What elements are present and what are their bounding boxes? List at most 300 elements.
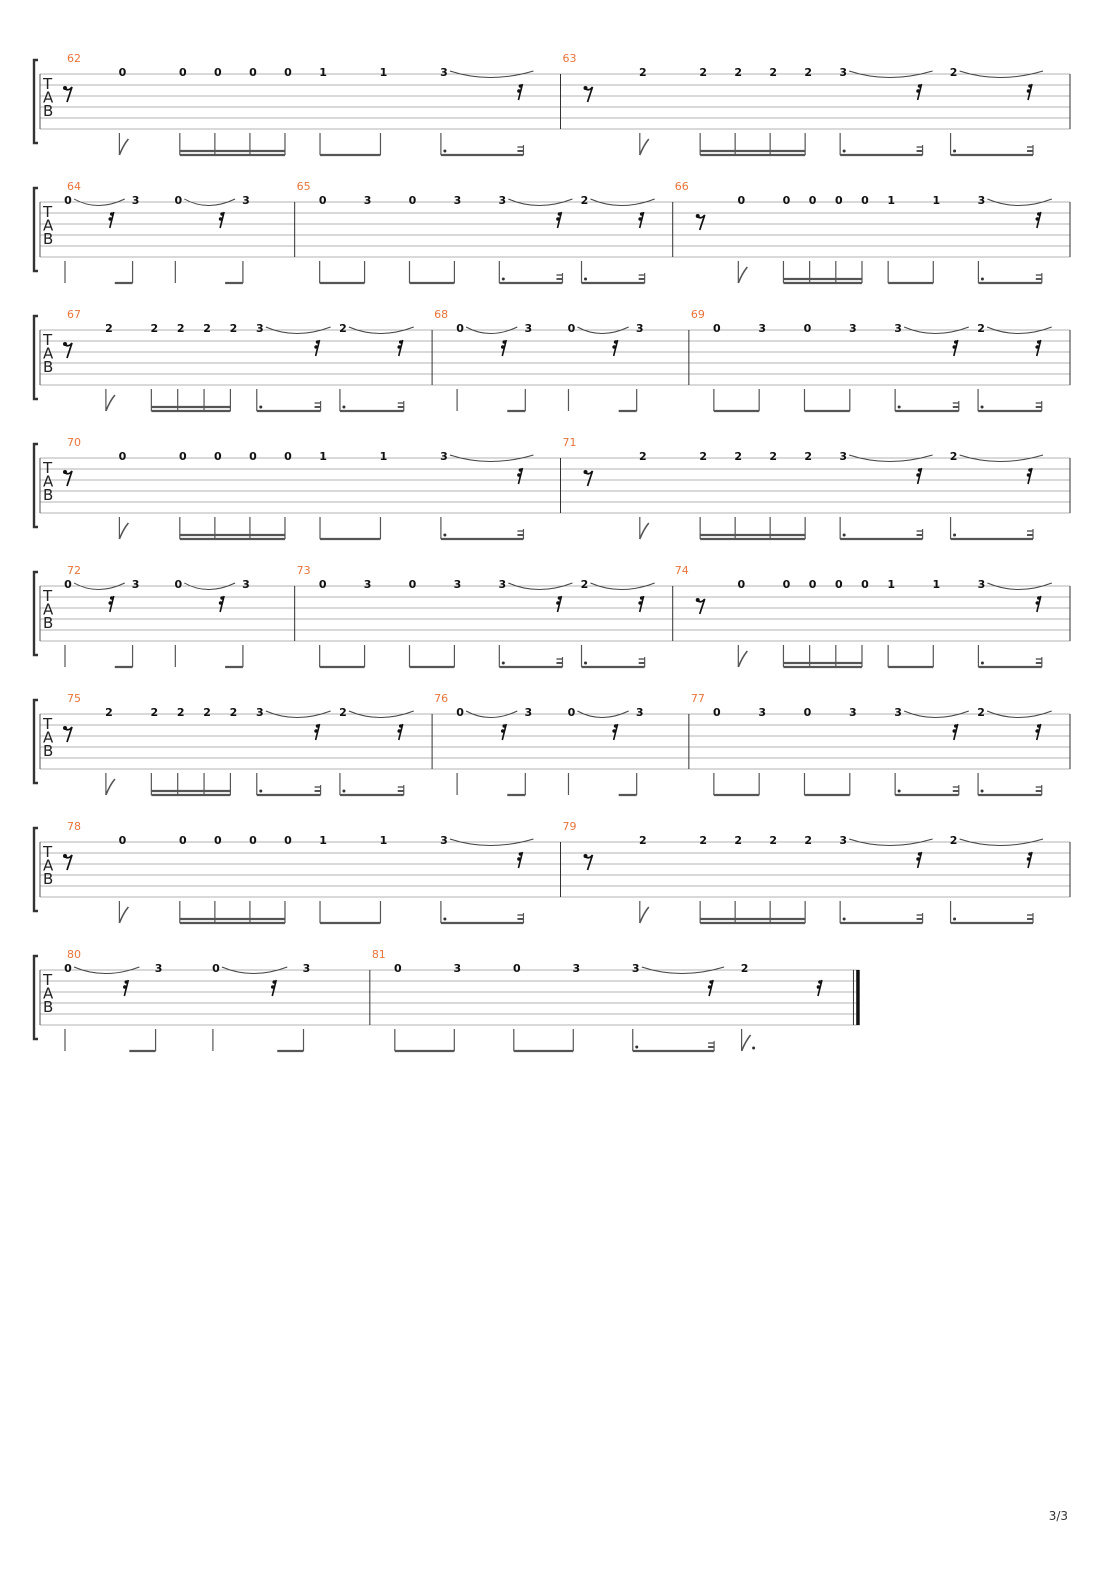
measure-number: 77 (690, 692, 705, 705)
fret-number: 3 (572, 962, 581, 975)
tab-letter: A (43, 344, 54, 363)
rest-dot (517, 89, 521, 93)
tab-letter: T (43, 75, 53, 93)
fret-number: 0 (456, 706, 464, 719)
measure (63, 308, 432, 411)
duration-dot (502, 278, 505, 281)
rest-dot (108, 601, 112, 605)
sixteenth-rest (1027, 468, 1032, 484)
rest-dot (272, 980, 276, 984)
fret-number: 2 (699, 450, 707, 463)
note-flag (106, 395, 115, 411)
fret-number: 3 (839, 450, 847, 463)
fret-number: 3 (894, 706, 902, 719)
rest-dot (1037, 724, 1041, 728)
system-bracket (34, 316, 38, 399)
tab-letter: A (43, 88, 54, 107)
fret-number: 0 (737, 194, 746, 207)
rest-dot (954, 340, 958, 344)
tab-letter: B (43, 742, 54, 760)
rest-dot (1035, 729, 1039, 733)
fret-number: 2 (203, 322, 211, 335)
fret-number: 0 (861, 578, 869, 591)
tab-letter: T (43, 459, 53, 477)
sixteenth-rest (556, 596, 561, 612)
fret-number: 2 (769, 66, 777, 79)
fret-number: 0 (737, 578, 746, 591)
sixteenth-rest (219, 212, 224, 228)
rest-dot (1027, 473, 1031, 477)
duration-dot (259, 406, 262, 409)
fret-number: 0 (393, 962, 402, 975)
eighth-rest (63, 342, 72, 358)
fret-number: 3 (453, 578, 462, 591)
fret-number: 0 (782, 578, 791, 591)
fret-number: 0 (803, 322, 812, 335)
rest-dot (1028, 468, 1032, 472)
tab-system (34, 52, 1070, 155)
fret-number: 2 (105, 322, 113, 335)
rest-dot (612, 345, 616, 349)
measure (562, 820, 1070, 923)
rest-dot (916, 857, 920, 861)
fret-number: 2 (977, 706, 985, 719)
measure (297, 564, 673, 667)
fret-number: 1 (932, 194, 941, 207)
tab-letter: A (43, 472, 54, 491)
fret-number: 3 (440, 834, 448, 847)
fret-number: 3 (839, 834, 847, 847)
rest-dot (1037, 340, 1041, 344)
fret-number: 1 (887, 578, 895, 591)
rest-dot (1037, 596, 1041, 600)
rest-dot (916, 89, 920, 93)
eighth-rest (583, 854, 592, 870)
tab-system (34, 436, 1070, 539)
rest-dot (219, 601, 223, 605)
fret-number: 3 (977, 578, 986, 591)
duration-dot (981, 790, 984, 793)
fret-number: 0 (713, 706, 721, 719)
sixteenth-rest (501, 340, 506, 356)
fret-number: 2 (150, 706, 159, 719)
rest-dot (1036, 601, 1040, 605)
tab-letter: B (43, 998, 54, 1016)
sixteenth-rest (1035, 340, 1040, 356)
measure (372, 948, 858, 1051)
fret-number: 2 (638, 450, 647, 463)
tab-letter: B (43, 870, 54, 888)
rest-dot (63, 342, 67, 346)
duration-dot (443, 150, 446, 153)
rest-dot (110, 596, 114, 600)
fret-number: 3 (453, 194, 462, 207)
fret-number: 3 (977, 194, 986, 207)
tab-letter: T (43, 331, 53, 349)
eighth-rest (696, 214, 705, 230)
measure-number: 71 (562, 436, 577, 449)
sixteenth-rest (1035, 724, 1040, 740)
note-flag (640, 907, 649, 923)
fret-number: 3 (498, 194, 507, 207)
fret-number: 2 (804, 834, 812, 847)
sixteenth-rest (1036, 596, 1041, 612)
rest-dot (220, 596, 224, 600)
fret-number: 0 (174, 194, 183, 207)
fret-number: 2 (769, 450, 777, 463)
rest-dot (696, 598, 700, 602)
fret-number: 2 (229, 706, 238, 719)
rest-dot (614, 340, 618, 344)
sixteenth-rest (517, 468, 522, 484)
measure-number: 78 (67, 820, 81, 833)
rest-dot (314, 345, 318, 349)
system-bracket (34, 188, 38, 271)
fret-number: 0 (456, 322, 464, 335)
tab-system (34, 692, 1070, 795)
tab-letter: T (43, 843, 53, 861)
system-bracket (34, 828, 38, 911)
measure-number: 80 (67, 948, 81, 961)
fret-number: 3 (453, 962, 462, 975)
fret-number: 3 (635, 706, 644, 719)
tab-system (34, 180, 1070, 283)
rest-dot (709, 980, 713, 984)
system-bracket (34, 700, 38, 783)
fret-number: 0 (64, 962, 72, 975)
fret-number: 3 (154, 962, 163, 975)
fret-number: 3 (524, 322, 533, 335)
duration-dot (843, 534, 846, 537)
fret-number: 2 (105, 706, 113, 719)
rest-dot (583, 854, 587, 858)
duration-dot (898, 790, 901, 793)
fret-number: 2 (638, 834, 647, 847)
measure (297, 180, 673, 283)
fret-number: 0 (214, 66, 222, 79)
rest-dot (519, 84, 523, 88)
measure-number: 66 (674, 180, 689, 193)
system-bracket (34, 60, 38, 143)
fret-number: 0 (834, 194, 843, 207)
fret-number: 3 (131, 194, 140, 207)
fret-number: 0 (249, 66, 257, 79)
duration-dot (752, 1047, 755, 1050)
system-bracket (34, 956, 38, 1039)
fret-number: 0 (408, 578, 417, 591)
fret-number: 3 (758, 706, 766, 719)
fret-number: 0 (284, 66, 292, 79)
fret-number: 1 (887, 194, 895, 207)
fret-number: 0 (214, 450, 222, 463)
sixteenth-rest (952, 340, 957, 356)
rest-dot (954, 724, 958, 728)
sixteenth-rest (501, 724, 506, 740)
rest-dot (558, 212, 562, 216)
sixteenth-rest (916, 84, 921, 100)
fret-number: 1 (379, 834, 388, 847)
fret-number: 2 (176, 322, 185, 335)
measure-number: 70 (67, 436, 81, 449)
sixteenth-rest (397, 340, 402, 356)
sixteenth-rest (817, 980, 822, 996)
note-flag (742, 1035, 751, 1051)
duration-dot (898, 406, 901, 409)
tab-letter: T (43, 971, 53, 989)
rest-dot (123, 985, 127, 989)
rest-dot (612, 729, 616, 733)
rest-dot (501, 345, 505, 349)
tab-letter: B (43, 358, 54, 376)
tab-letter: B (43, 486, 54, 504)
measure-number: 74 (674, 564, 689, 577)
fret-number: 3 (848, 706, 857, 719)
measure-number: 76 (434, 692, 449, 705)
fret-number: 3 (440, 450, 448, 463)
measure-number: 67 (67, 308, 81, 321)
tab-letter: T (43, 715, 53, 733)
fret-number: 3 (255, 706, 264, 719)
sixteenth-rest (1036, 212, 1041, 228)
sixteenth-rest (108, 596, 113, 612)
fret-number: 0 (808, 194, 817, 207)
tab-letter: A (43, 728, 54, 747)
fret-number: 1 (932, 578, 941, 591)
fret-number: 2 (699, 66, 707, 79)
duration-dot (981, 406, 984, 409)
rest-dot (397, 345, 401, 349)
fret-number: 0 (834, 578, 843, 591)
measure (562, 52, 1070, 155)
fret-number: 0 (318, 578, 327, 591)
fret-number: 0 (118, 66, 127, 79)
fret-number: 3 (635, 322, 644, 335)
fret-number: 2 (804, 450, 812, 463)
measure (675, 564, 1070, 667)
eighth-rest (696, 598, 705, 614)
sixteenth-rest (612, 724, 617, 740)
sixteenth-rest (952, 724, 957, 740)
fret-number: 2 (150, 322, 159, 335)
tab-letter: B (43, 230, 54, 248)
rest-dot (1036, 217, 1040, 221)
rest-dot (63, 470, 67, 474)
measure (63, 52, 560, 155)
sixteenth-rest (638, 212, 643, 228)
rest-dot (918, 468, 922, 472)
tab-system (34, 820, 1070, 923)
sixteenth-rest (397, 724, 402, 740)
rest-dot (1028, 852, 1032, 856)
rest-dot (501, 729, 505, 733)
note-flag (640, 139, 649, 155)
rest-dot (1028, 84, 1032, 88)
sixteenth-rest (612, 340, 617, 356)
fret-number: 0 (249, 450, 257, 463)
rest-dot (63, 86, 67, 90)
duration-dot (953, 534, 956, 537)
eighth-rest (63, 726, 72, 742)
rest-dot (1037, 212, 1041, 216)
duration-dot (502, 662, 505, 665)
sixteenth-rest (314, 340, 319, 356)
rest-dot (219, 217, 223, 221)
rest-dot (818, 980, 822, 984)
fret-number: 2 (949, 834, 958, 847)
eighth-rest (63, 470, 72, 486)
rest-dot (517, 473, 521, 477)
fret-number: 1 (319, 450, 327, 463)
rest-dot (556, 601, 560, 605)
fret-number: 0 (782, 194, 791, 207)
sixteenth-rest (219, 596, 224, 612)
rest-dot (952, 729, 956, 733)
tab-letter: A (43, 984, 54, 1003)
rest-dot (316, 724, 320, 728)
duration-dot (953, 918, 956, 921)
fret-number: 2 (949, 450, 958, 463)
rest-dot (638, 601, 642, 605)
duration-dot (584, 278, 587, 281)
fret-number: 3 (758, 322, 766, 335)
fret-number: 2 (740, 962, 749, 975)
fret-number: 3 (839, 66, 847, 79)
measure (691, 308, 1070, 411)
fret-number: 0 (64, 578, 72, 591)
fret-number: 2 (769, 834, 777, 847)
sixteenth-rest (314, 724, 319, 740)
fret-number: 3 (363, 578, 372, 591)
fret-number: 0 (118, 834, 127, 847)
rest-dot (696, 214, 700, 218)
tab-letter: B (43, 614, 54, 632)
tab-letter: T (43, 203, 53, 221)
fret-number: 0 (512, 962, 521, 975)
rest-dot (638, 217, 642, 221)
fret-number: 0 (284, 834, 292, 847)
duration-dot (584, 662, 587, 665)
rest-dot (397, 729, 401, 733)
note-flag (738, 651, 747, 667)
fret-number: 3 (363, 194, 372, 207)
fret-number: 0 (178, 66, 187, 79)
tab-system (34, 564, 1070, 667)
duration-dot (953, 150, 956, 153)
fret-number: 1 (379, 450, 388, 463)
fret-number: 0 (861, 194, 869, 207)
measure (691, 692, 1070, 795)
sixteenth-rest (916, 852, 921, 868)
duration-dot (635, 1046, 638, 1049)
fret-number: 0 (567, 706, 576, 719)
fret-number: 3 (498, 578, 507, 591)
sixteenth-rest (271, 980, 276, 996)
rest-dot (918, 84, 922, 88)
rest-dot (556, 217, 560, 221)
eighth-rest (63, 86, 72, 102)
fret-number: 2 (699, 834, 707, 847)
fret-number: 0 (318, 194, 327, 207)
note-flag (119, 139, 128, 155)
fret-number: 0 (118, 450, 127, 463)
fret-number: 2 (580, 578, 589, 591)
fret-number: 2 (734, 66, 742, 79)
rest-dot (519, 852, 523, 856)
fret-number: 3 (848, 322, 857, 335)
rest-dot (519, 468, 523, 472)
system-bracket (34, 572, 38, 655)
system-bracket (34, 444, 38, 527)
eighth-rest (583, 470, 592, 486)
sixteenth-rest (1027, 852, 1032, 868)
rest-dot (1027, 857, 1031, 861)
rest-dot (502, 724, 506, 728)
rest-dot (558, 596, 562, 600)
measure (64, 564, 294, 667)
duration-dot (981, 662, 984, 665)
rest-dot (916, 473, 920, 477)
note-flag (106, 779, 115, 795)
rest-dot (614, 724, 618, 728)
note-flag (119, 907, 128, 923)
fret-number: 3 (894, 322, 902, 335)
measure (434, 308, 689, 411)
measure-number: 65 (296, 180, 311, 193)
fret-number: 2 (339, 706, 347, 719)
duration-dot (443, 918, 446, 921)
fret-number: 0 (567, 322, 576, 335)
fret-number: 2 (734, 450, 742, 463)
note-flag (119, 523, 128, 539)
fret-number: 2 (949, 66, 958, 79)
tab-letter: B (43, 102, 54, 120)
fret-number: 1 (319, 834, 327, 847)
rest-dot (63, 726, 67, 730)
duration-dot (443, 534, 446, 537)
tab-letter: T (43, 587, 53, 605)
rest-dot (125, 980, 129, 984)
measure-number: 72 (67, 564, 81, 577)
sixteenth-rest (916, 468, 921, 484)
fret-number: 3 (255, 322, 264, 335)
measure-number: 64 (67, 180, 81, 193)
duration-dot (342, 406, 345, 409)
rest-dot (640, 212, 644, 216)
fret-number: 2 (229, 322, 238, 335)
sixteenth-rest (1027, 84, 1032, 100)
rest-dot (583, 470, 587, 474)
rest-dot (63, 854, 67, 858)
measure (64, 948, 370, 1051)
measure (64, 180, 294, 283)
fret-number: 0 (284, 450, 292, 463)
fret-number: 0 (174, 578, 183, 591)
rest-dot (583, 86, 587, 90)
sixteenth-rest (108, 212, 113, 228)
rest-dot (108, 217, 112, 221)
rest-dot (316, 340, 320, 344)
fret-number: 1 (319, 66, 327, 79)
fret-number: 0 (713, 322, 721, 335)
tab-letter: A (43, 216, 54, 235)
rest-dot (314, 729, 318, 733)
fret-number: 3 (440, 66, 448, 79)
fret-number: 0 (212, 962, 220, 975)
rest-dot (952, 345, 956, 349)
fret-number: 2 (804, 66, 812, 79)
tab-letter: A (43, 600, 54, 619)
note-flag (640, 523, 649, 539)
